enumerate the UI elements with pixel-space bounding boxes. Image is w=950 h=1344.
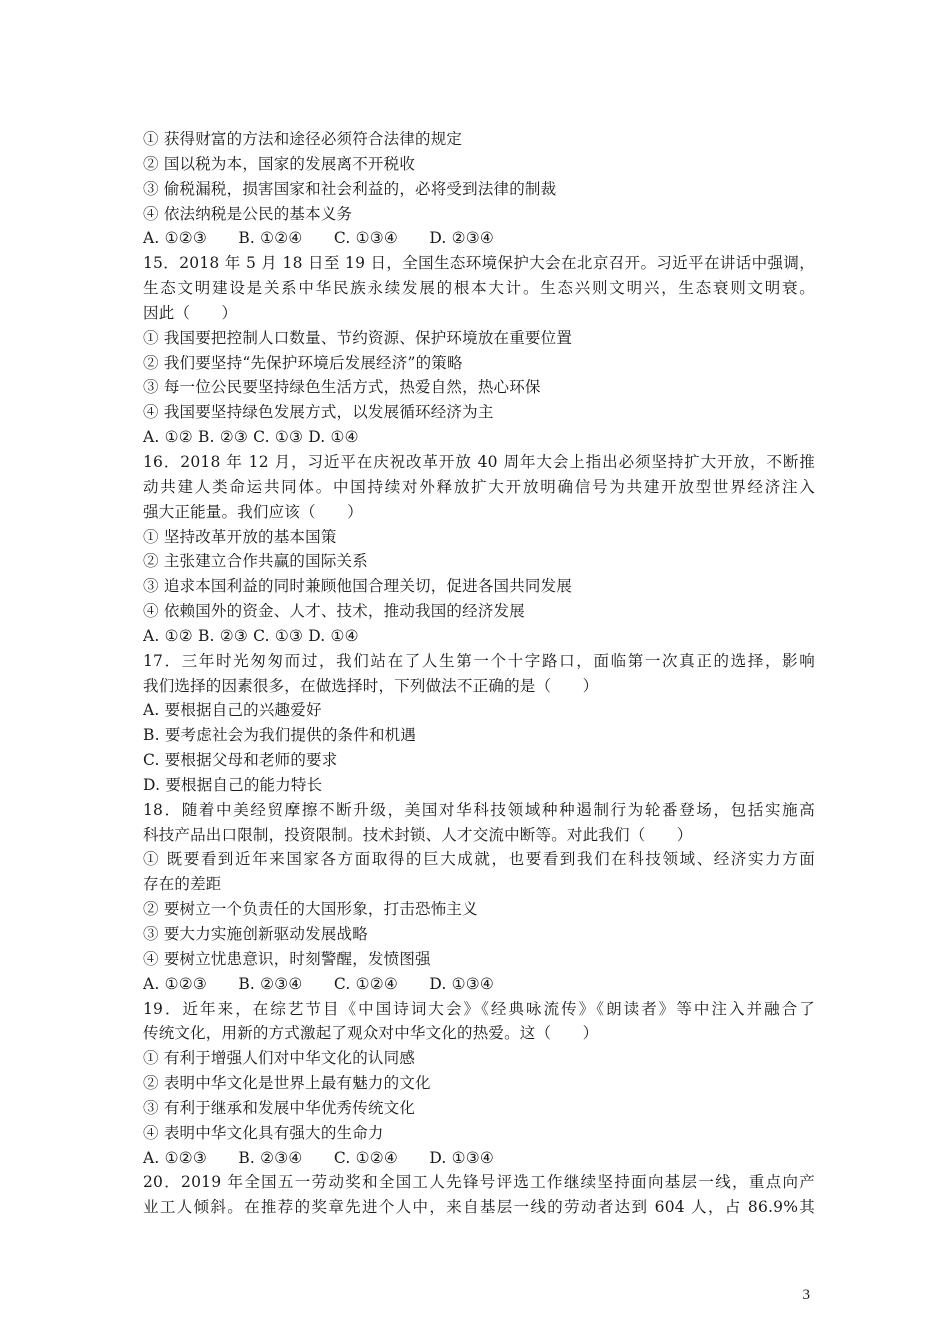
- text-line: ① 既要看到近年来国家各方面取得的巨大成就，也要看到我们在科技领域、经济实力方面: [143, 850, 815, 869]
- question-16-stem: 动共建人类命运共同体。中国持续对外释放扩大开放明确信号为共建开放型世界经济注入: [143, 477, 815, 496]
- question-18-stem: 18．随着中美经贸摩擦不断升级，美国对华科技领域种种遏制行为轮番登场，包括实施高: [143, 800, 815, 819]
- question-15-stem: 生态文明建设是关系中华民族永续发展的根本大计。生态兴则文明兴，生态衰则文明衰。: [143, 279, 815, 298]
- text-line: ④ 要树立忧患意识，时刻警醒，发愤图强: [143, 949, 431, 968]
- answer-option: B. 要考虑社会为我们提供的条件和机遇: [143, 726, 417, 745]
- page-number: 3: [802, 1287, 810, 1303]
- question-19-stem: 传统文化，用新的方式激起了观众对中华文化的热爱。这（ ）: [143, 1024, 599, 1043]
- text-line: ① 坚持改革开放的基本国策: [143, 527, 337, 546]
- text-line: ④ 表明中华文化具有强大的生命力: [143, 1123, 384, 1142]
- answer-options: A. ①②③ B. ①②④ C. ①③④ D. ②③④: [143, 229, 494, 248]
- answer-options: A. ①② B. ②③ C. ①③ D. ①④: [143, 428, 359, 447]
- text-line: 存在的差距: [143, 875, 222, 894]
- text-line: ③ 每一位公民要坚持绿色生活方式，热爱自然，热心环保: [143, 378, 541, 397]
- text-line: ③ 追求本国利益的同时兼顾他国合理关切，促进各国共同发展: [143, 577, 573, 596]
- text-line: ③ 有利于继承和发展中华优秀传统文化: [143, 1098, 416, 1117]
- text-line: ② 国以税为本，国家的发展离不开税收: [143, 154, 416, 173]
- answer-option: D. 要根据自己的能力特长: [143, 775, 323, 794]
- answer-option: C. 要根据父母和老师的要求: [143, 751, 338, 770]
- page-body: [143, 127, 815, 1220]
- text-line: ① 有利于增强人们对中华文化的认同感: [143, 1049, 416, 1068]
- text-line: ② 主张建立合作共赢的国际关系: [143, 552, 368, 571]
- answer-options: A. ①② B. ②③ C. ①③ D. ①④: [143, 626, 359, 645]
- question-15-stem: 因此（ ）: [143, 303, 238, 322]
- answer-options: A. ①②③ B. ②③④ C. ①②④ D. ①③④: [143, 974, 494, 993]
- text-line: ② 我们要坚持“先保护环境后发展经济”的策略: [143, 353, 463, 372]
- question-16-stem: 16．2018 年 12 月，习近平在庆祝改革开放 40 周年大会上指出必须坚持扩大开放，不断推: [143, 452, 815, 471]
- question-18-stem: 科技产品出口限制，投资限制。技术封锁、人才交流中断等。对此我们（ ）: [143, 825, 693, 844]
- text-line: ④ 依法纳税是公民的基本义务: [143, 204, 353, 223]
- text-line: ④ 依赖国外的资金、人才、技术，推动我国的经济发展: [143, 602, 525, 621]
- text-line: ② 表明中华文化是世界上最有魅力的文化: [143, 1074, 431, 1093]
- answer-option: A. 要根据自己的兴趣爱好: [143, 701, 322, 720]
- text-line: ③ 偷税漏税，损害国家和社会利益的，必将受到法律的制裁: [143, 179, 557, 198]
- question-20-stem: 业工人倾斜。在推荐的奖章先进个人中，来自基层一线的劳动者达到 604 人，占 86.9%其: [143, 1198, 815, 1217]
- text-line: ② 要树立一个负责任的大国形象，打击恐怖主义: [143, 900, 478, 919]
- text-line: ① 我国要把控制人口数量、节约资源、保护环境放在重要位置: [143, 328, 573, 347]
- question-20-stem: 20．2019 年全国五一劳动奖和全国工人先锋号评选工作继续坚持面向基层一线，重点向产: [143, 1173, 815, 1192]
- text-line: ① 获得财富的方法和途径必须符合法律的规定: [143, 130, 463, 148]
- question-16-stem: 强大正能量。我们应该（ ）: [143, 502, 363, 521]
- text-line: ③ 要大力实施创新驱动发展战略: [143, 925, 368, 943]
- question-19-stem: 19．近年来，在综艺节目《中国诗词大会》《经典咏流传》《朗读者》等中注入并融合了: [143, 999, 815, 1018]
- answer-options: A. ①②③ B. ②③④ C. ①②④ D. ①③④: [143, 1148, 494, 1167]
- question-17-stem: 17．三年时光匆匆而过，我们站在了人生第一个十字路口，面临第一次真正的选择，影响: [143, 651, 815, 670]
- question-17-stem: 我们选择的因素很多，在做选择时，下列做法不正确的是（ ）: [143, 676, 599, 695]
- question-15-stem: 15．2018 年 5 月 18 日至 19 日，全国生态环境保护大会在北京召开。习近平在讲话中强调，: [143, 254, 815, 273]
- text-line: ④ 我国要坚持绿色发展方式，以发展循环经济为主: [143, 403, 494, 422]
